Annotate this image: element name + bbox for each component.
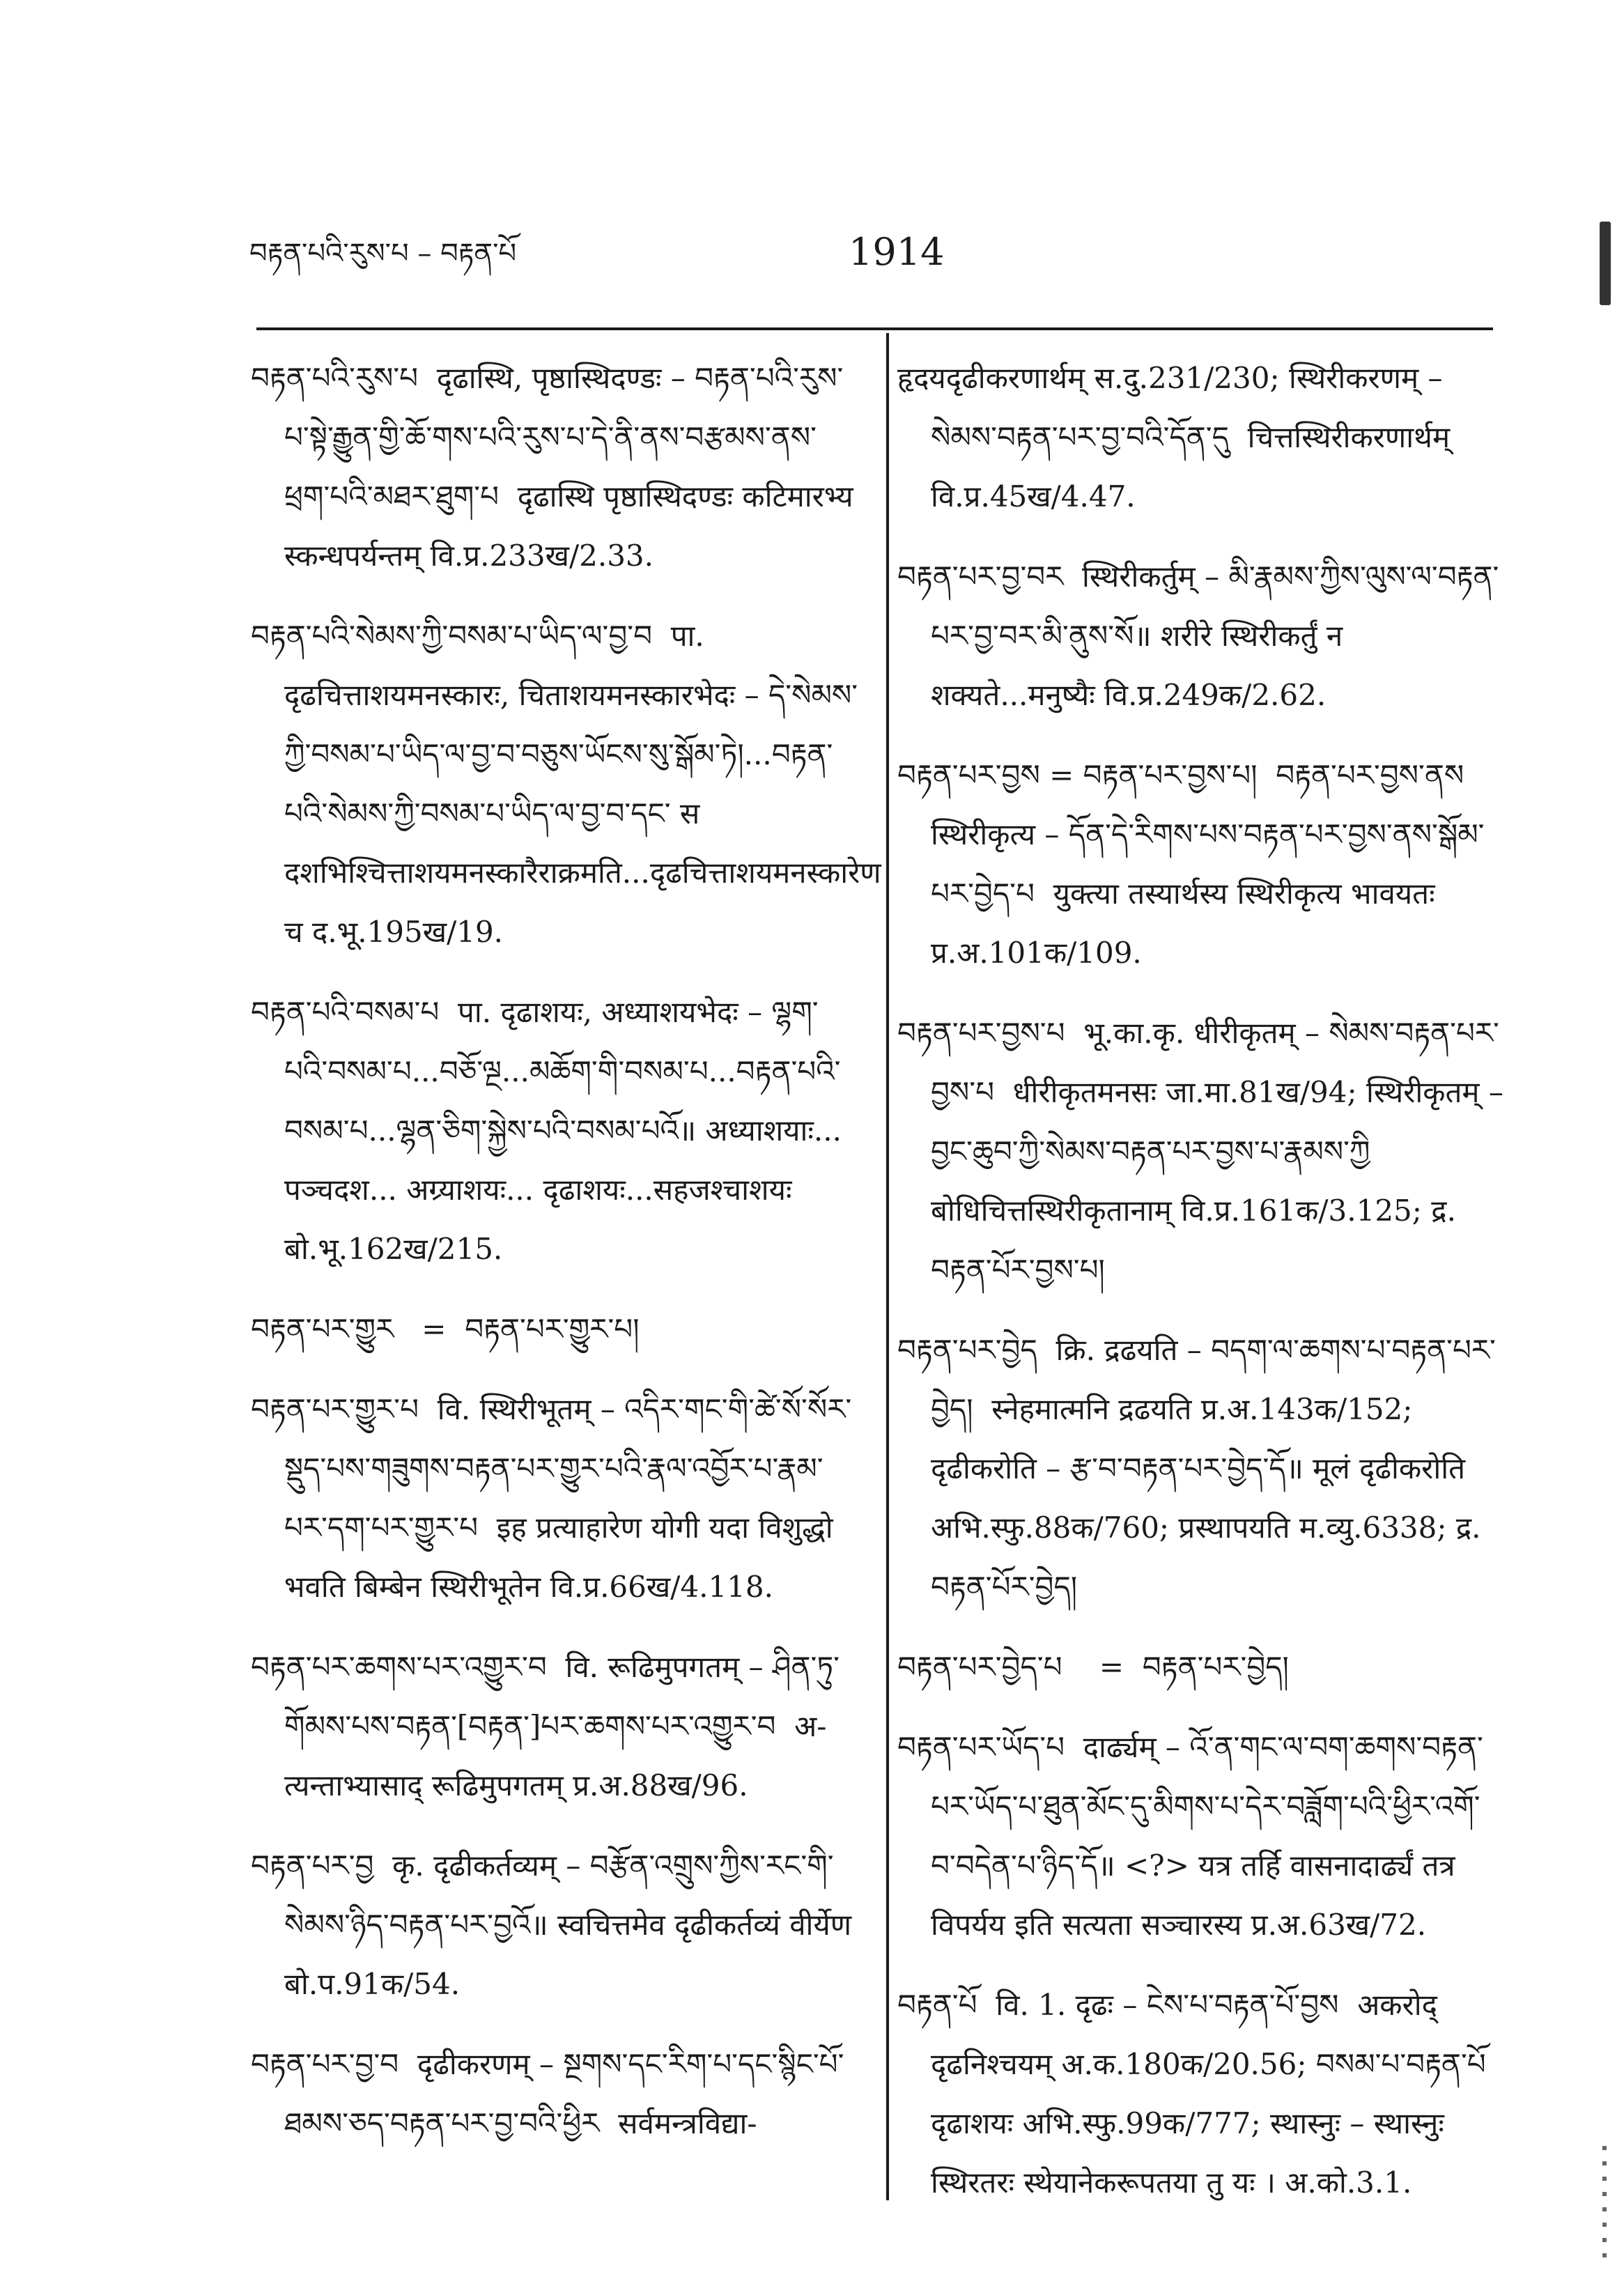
running-head: བརྟན་པའི་རུས་པ – བརྟན་པོ bbox=[249, 238, 517, 270]
dictionary-entry: བརྟན་པར་བྱས་པ भू.का.कृ. धीरीकृतम् – སེམས་བརྟན་པར་བྱས་པ धीरीकृतमनसः जा.मा.81ख/94; स्थिरीकृतम् – བྱང་ཆུབ་ཀྱི་སེམས་བརྟན་པར་བྱས་པ་རྣམས་ཀྱི बोधिचित्तस्थिरीकृतानाम् वि.प्र.161क/3.125; द्र. བརྟན་པོར་བྱས་པ། bbox=[897, 1016, 1513, 1287]
dictionary-entry: བརྟན་པར་བྱེད་པ = བརྟན་པར་བྱེད། bbox=[897, 1650, 1289, 1684]
dictionary-entry: हृदयदृढीकरणार्थम् स.दु.231/230; स्थिरीकरणम् – སེམས་བརྟན་པར་བྱ་བའི་དོན་དུ चित्तस्थिरीकरणार्थम् वि.प्र.45ख/4.47. bbox=[897, 361, 1460, 513]
dictionary-entry: བརྟན་པར་བྱེད क्रि. द्रढयति – བདག་ལ་ཆགས་པ་བརྟན་པར་བྱེད། स्नेहमात्मनि द्रढयति प्र.अ.143क/152; दृढीकरोति – རྩ་བ་བརྟན་པར་བྱེད་དོ॥ मूलं दृढीकरोति अभि.स्फु.88क/760; प्रस्थापयति म.व्यु.6338; द्र. བརྟན་པོར་བྱེད། bbox=[897, 1333, 1496, 1604]
dictionary-entry: བརྟན་པར་བྱ་བ दृढीकरणम् – སྔགས་དང་རིག་པ་དང་སྙིང་པོ་ཐམས་ཅད་བརྟན་པར་བྱ་བའི་ཕྱིར सर्वमन्त्रविद्या- bbox=[251, 2047, 844, 2140]
dictionary-entry: བརྟན་པར་ཆགས་པར་འགྱུར་བ वि. रूढिमुपगतम् – ཤིན་ཏུ་གོམས་པས་བརྟན་[བརྟན་]པར་ཆགས་པར་འགྱུར་བ अ- त्यन्ताभ्यासाद् रूढिमुपगतम् प्र.अ.88ख/96. bbox=[251, 1650, 840, 1802]
dictionary-entry: བརྟན་པའི་རུས་པ दृढास्थि, पृष्ठास्थिदण्डः – བརྟན་པའི་རུས་པ་སྟེ་རྒྱུན་གྱི་ཆོ་གས་པའི་རུས་པ་དེ་ནི་ནས་བརྩམས་ནས་ཕྲག་པའི་མཐར་ཐུག་པ दृढास्थि पृष्ठास्थिदण्डः कटिमारभ्य स्कन्धपर्यन्तम् वि.प्र.233ख/2.33. bbox=[251, 361, 863, 573]
right-column bbox=[897, 348, 1513, 2233]
header-rule bbox=[256, 327, 1493, 330]
dictionary-entry: བརྟན་པའི་སེམས་ཀྱི་བསམ་པ་ཡིད་ལ་བྱ་བ पा. दृढचित्ताशयमनस्कारः, चिताशयमनस्कारभेदः – དེ་སེམས་ཀྱི་བསམ་པ་ཡིད་ལ་བྱ་བ་བཅུས་ཡོངས་སུ་སྒོམ་ཏེ།...བརྟན་པའི་སེམས་ཀྱི་བསམ་པ་ཡིད་ལ་བྱ་བ་དང་ स दशभिश्चित्ताशयमनस्कारैराक्रमति...दृढचित्ताशयमनस्कारेण च द.भू.195ख/19. bbox=[251, 619, 890, 949]
dictionary-entry: བརྟན་པོ वि. 1. दृढः – ངེས་པ་བརྟན་པོ་བྱས अकरोद् दृढनिश्चयम् अ.क.180क/20.56; བསམ་པ་བརྟན་པོ दृढाशयः अभि.स्फु.99क/777; स्थास्नुः – स्थास्नुः स्थिरतरः स्थेयानेकरूपतया तु यः । अ.को.3.1. bbox=[897, 1988, 1505, 2200]
dictionary-entry: བརྟན་པར་བྱ་བར स्थिरीकर्तुम् – མི་རྣམས་ཀྱིས་ལུས་ལ་བརྟན་པར་བྱ་བར་མི་ནུས་སོ॥ शरीरे स्थिरीकर्तुं न शक्यते...मनुष्यैः वि.प्र.249क/2.62. bbox=[897, 559, 1499, 712]
dictionary-entry: བརྟན་པར་བྱས = བརྟན་པར་བྱས་པ། བརྟན་པར་བྱས་ནས स्थिरीकृत्य – དོན་དེ་རིགས་པས་བརྟན་པར་བྱས་ནས་སྒོམ་པར་བྱེད་པ युक्त्या तस्यार्थस्य स्थिरीकृत्य भावयतः प्र.अ.101क/109. bbox=[897, 758, 1485, 970]
page-number: 1914 bbox=[849, 230, 945, 274]
column-divider bbox=[886, 333, 889, 2200]
dictionary-entry: བརྟན་པར་བྱ कृ. दृढीकर्तव्यम् – བརྩོན་འགྲུས་ཀྱིས་རང་གི་སེམས་ཉིད་བརྟན་པར་བྱའོ॥ स्वचित्तमेव दृढीकर्तव्यं वीर्येण बो.प.91क/54. bbox=[251, 1848, 861, 2001]
binding-edge-mark bbox=[1600, 222, 1611, 305]
dictionary-entry: བརྟན་པར་གྱུར = བརྟན་པར་གྱུར་པ། bbox=[251, 1312, 640, 1346]
dictionary-entry: བརྟན་པའི་བསམ་པ पा. दृढाशयः, अध्याशयभेदः – ལྷག་པའི་བསམ་པ...བཅོ་ལྔ...མཆོག་གི་བསམ་པ...བརྟན་པའི་བསམ་པ...ལྷན་ཅིག་སྐྱེས་པའི་བསམ་པའོ॥ अध्याशयाः... पञ्चदश... अग्र्याशयः... दृढाशयः...सहजश्चाशयः बो.भू.162ख/215. bbox=[251, 995, 851, 1266]
left-column bbox=[251, 348, 890, 2174]
dictionary-entry: བརྟན་པར་གྱུར་པ वि. स्थिरीभूतम् – འདིར་གང་གི་ཚེ་སོ་སོར་སྡུད་པས་གཟུགས་བརྟན་པར་གྱུར་པའི་རྣལ་འབྱོར་པ་རྣམ་པར་དག་པར་གྱུར་པ इह प्रत्याहारेण योगी यदा विशुद्धो भवति बिम्बेन स्थिरीभूतेन वि.प्र.66ख/4.118. bbox=[251, 1392, 852, 1604]
binding-edge-dots bbox=[1602, 2146, 1607, 2257]
dictionary-entry: བརྟན་པར་ཡོད་པ दार्ढ्यम् – འོ་ན་གང་ལ་བག་ཆགས་བརྟན་པར་ཡོད་པ་ཐུན་མོང་དུ་མིགས་པ་དེར་བཟློག་པའི་ཕྱིར་འགོ་བ་བདེན་པ་ཉིད་དོ॥ <?> यत्र तर्हि वासनादार्ढ्यं तत्र विपर्यय इति सत्यता सञ्चारस्य प्र.अ.63ख/72. bbox=[897, 1730, 1483, 1942]
